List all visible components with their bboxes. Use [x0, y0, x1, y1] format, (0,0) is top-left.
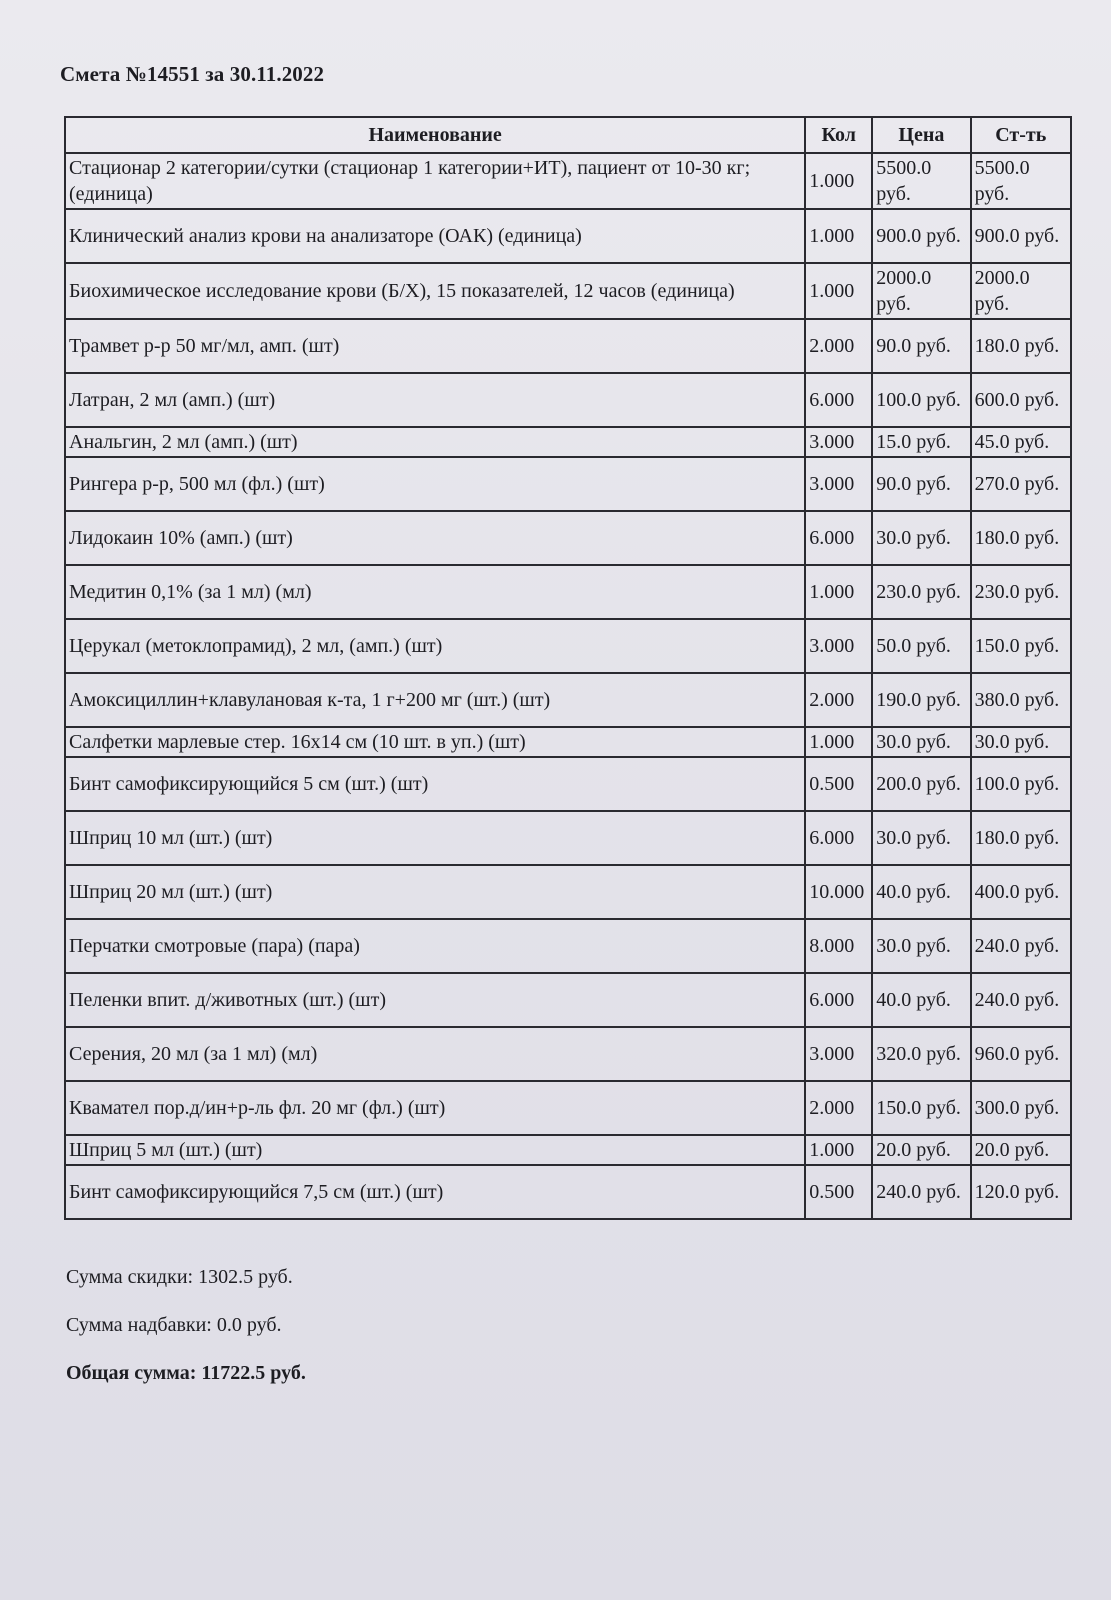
item-cost: 5500.0 руб. — [971, 153, 1071, 209]
item-qty: 0.500 — [805, 1165, 872, 1219]
item-qty: 2.000 — [805, 319, 872, 373]
item-qty: 6.000 — [805, 511, 872, 565]
item-price: 320.0 руб. — [872, 1027, 970, 1081]
table-header-row — [65, 117, 1071, 153]
table-row — [65, 457, 1071, 511]
item-cost: 20.0 руб. — [971, 1135, 1071, 1165]
item-cost: 240.0 руб. — [971, 919, 1071, 973]
item-cost: 2000.0 руб. — [971, 263, 1071, 319]
item-cost: 300.0 руб. — [971, 1081, 1071, 1135]
item-cost: 30.0 руб. — [971, 727, 1071, 757]
item-price: 50.0 руб. — [872, 619, 970, 673]
item-price: 30.0 руб. — [872, 811, 970, 865]
item-qty: 1.000 — [805, 727, 872, 757]
item-name: Бинт самофиксирующийся 5 см (шт.) (шт) — [65, 757, 805, 811]
table-row — [65, 263, 1071, 319]
item-cost: 180.0 руб. — [971, 319, 1071, 373]
table-row — [65, 757, 1071, 811]
item-price: 30.0 руб. — [872, 511, 970, 565]
table-row — [65, 427, 1071, 457]
item-price: 230.0 руб. — [872, 565, 970, 619]
item-name: Бинт самофиксирующийся 7,5 см (шт.) (шт) — [65, 1165, 805, 1219]
item-cost: 270.0 руб. — [971, 457, 1071, 511]
item-qty: 8.000 — [805, 919, 872, 973]
item-cost: 960.0 руб. — [971, 1027, 1071, 1081]
item-name: Шприц 20 мл (шт.) (шт) — [65, 865, 805, 919]
item-name: Перчатки смотровые (пара) (пара) — [65, 919, 805, 973]
item-cost: 100.0 руб. — [971, 757, 1071, 811]
item-price: 100.0 руб. — [872, 373, 970, 427]
item-qty: 10.000 — [805, 865, 872, 919]
item-qty: 3.000 — [805, 457, 872, 511]
discount-sum: Сумма скидки: 1302.5 руб. — [66, 1266, 293, 1288]
item-cost: 120.0 руб. — [971, 1165, 1071, 1219]
item-name: Стационар 2 категории/сутки (стационар 1 категории+ИТ), пациент от 10-30 кг; (единица) — [65, 153, 805, 209]
estimate-table — [64, 116, 1072, 1220]
item-name: Пеленки впит. д/животных (шт.) (шт) — [65, 973, 805, 1027]
item-cost: 180.0 руб. — [971, 511, 1071, 565]
item-name: Рингера р-р, 500 мл (фл.) (шт) — [65, 457, 805, 511]
item-qty: 6.000 — [805, 811, 872, 865]
table-row — [65, 619, 1071, 673]
item-qty: 2.000 — [805, 1081, 872, 1135]
item-name: Трамвет р-р 50 мг/мл, амп. (шт) — [65, 319, 805, 373]
item-price: 40.0 руб. — [872, 973, 970, 1027]
item-name: Клинический анализ крови на анализаторе (ОАК) (единица) — [65, 209, 805, 263]
item-price: 200.0 руб. — [872, 757, 970, 811]
item-price: 40.0 руб. — [872, 865, 970, 919]
item-qty: 1.000 — [805, 1135, 872, 1165]
table-row — [65, 319, 1071, 373]
table-row — [65, 1165, 1071, 1219]
item-price: 90.0 руб. — [872, 457, 970, 511]
item-price: 240.0 руб. — [872, 1165, 970, 1219]
table-row — [65, 565, 1071, 619]
item-price: 90.0 руб. — [872, 319, 970, 373]
item-qty: 2.000 — [805, 673, 872, 727]
item-name: Латран, 2 мл (амп.) (шт) — [65, 373, 805, 427]
item-qty: 3.000 — [805, 1027, 872, 1081]
markup-sum: Сумма надбавки: 0.0 руб. — [66, 1314, 282, 1336]
item-cost: 400.0 руб. — [971, 865, 1071, 919]
item-qty: 3.000 — [805, 619, 872, 673]
item-price: 30.0 руб. — [872, 727, 970, 757]
item-name: Медитин 0,1% (за 1 мл) (мл) — [65, 565, 805, 619]
table-row — [65, 1135, 1071, 1165]
item-name: Шприц 5 мл (шт.) (шт) — [65, 1135, 805, 1165]
item-price: 2000.0 руб. — [872, 263, 970, 319]
item-price: 190.0 руб. — [872, 673, 970, 727]
item-price: 900.0 руб. — [872, 209, 970, 263]
item-name: Лидокаин 10% (амп.) (шт) — [65, 511, 805, 565]
item-name: Амоксициллин+клавулановая к-та, 1 г+200 мг (шт.) (шт) — [65, 673, 805, 727]
item-qty: 3.000 — [805, 427, 872, 457]
item-cost: 150.0 руб. — [971, 619, 1071, 673]
total-sum: Общая сумма: 11722.5 руб. — [66, 1362, 306, 1384]
item-cost: 240.0 руб. — [971, 973, 1071, 1027]
header-cost: Ст-ть — [971, 117, 1071, 153]
table-row — [65, 919, 1071, 973]
table-row — [65, 865, 1071, 919]
header-name: Наименование — [65, 117, 805, 153]
item-cost: 45.0 руб. — [971, 427, 1071, 457]
table-row — [65, 973, 1071, 1027]
item-qty: 1.000 — [805, 209, 872, 263]
item-name: Серения, 20 мл (за 1 мл) (мл) — [65, 1027, 805, 1081]
item-price: 20.0 руб. — [872, 1135, 970, 1165]
item-price: 150.0 руб. — [872, 1081, 970, 1135]
item-qty: 6.000 — [805, 973, 872, 1027]
item-cost: 380.0 руб. — [971, 673, 1071, 727]
item-qty: 1.000 — [805, 565, 872, 619]
item-price: 15.0 руб. — [872, 427, 970, 457]
header-qty: Кол — [805, 117, 872, 153]
table-row — [65, 727, 1071, 757]
item-cost: 180.0 руб. — [971, 811, 1071, 865]
item-name: Квамател пор.д/ин+р-ль фл. 20 мг (фл.) (шт) — [65, 1081, 805, 1135]
item-cost: 600.0 руб. — [971, 373, 1071, 427]
item-name: Шприц 10 мл (шт.) (шт) — [65, 811, 805, 865]
item-name: Салфетки марлевые стер. 16х14 см (10 шт. в уп.) (шт) — [65, 727, 805, 757]
table-row — [65, 511, 1071, 565]
item-name: Анальгин, 2 мл (амп.) (шт) — [65, 427, 805, 457]
table-row — [65, 1027, 1071, 1081]
table-row — [65, 1081, 1071, 1135]
item-qty: 1.000 — [805, 263, 872, 319]
table-row — [65, 209, 1071, 263]
table-row — [65, 673, 1071, 727]
header-price: Цена — [872, 117, 970, 153]
document-title: Смета №14551 за 30.11.2022 — [60, 62, 325, 86]
item-cost: 230.0 руб. — [971, 565, 1071, 619]
item-price: 30.0 руб. — [872, 919, 970, 973]
item-qty: 6.000 — [805, 373, 872, 427]
item-qty: 0.500 — [805, 757, 872, 811]
item-name: Церукал (метоклопрамид), 2 мл, (амп.) (шт) — [65, 619, 805, 673]
table-row — [65, 153, 1071, 209]
item-qty: 1.000 — [805, 153, 872, 209]
table-row — [65, 373, 1071, 427]
table-row — [65, 811, 1071, 865]
item-cost: 900.0 руб. — [971, 209, 1071, 263]
item-name: Биохимическое исследование крови (Б/Х), 15 показателей, 12 часов (единица) — [65, 263, 805, 319]
item-price: 5500.0 руб. — [872, 153, 970, 209]
